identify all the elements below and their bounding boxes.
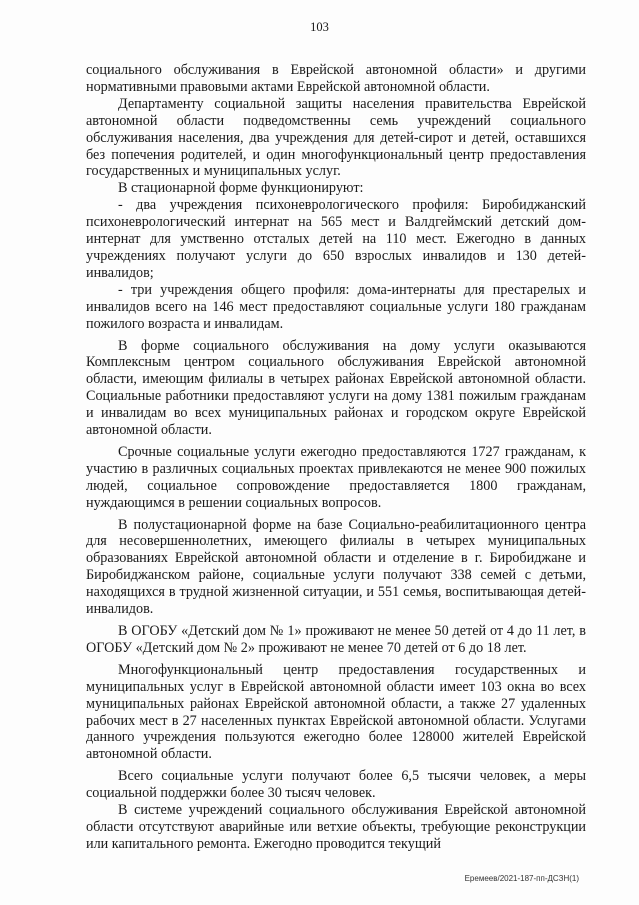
paragraph-orphanages: В ОГОБУ «Детский дом № 1» проживают не менее 50 детей от 4 до 11 лет, в ОГОБУ «Детский дом № 2» проживают не менее 70 детей от 6 до 18 лет. [86,623,586,656]
paragraph-urgent-services: Срочные социальные услуги ежегодно предоставляются 1727 гражданам, к участию в различных социальных проектах привлекаются не менее 900 пожилых людей, социальное сопровождение предоставляется 1800 гражданам, нуждающимся в решении социальных вопросов. [86,443,586,511]
paragraph-continuation: социального обслуживания в Еврейской автономной области» и другими нормативными правовыми актами Еврейской автономной области. [86,62,586,95]
paragraph-department: Департаменту социальной защиты населения правительства Еврейской автономной области подведомственны семь учреждений социального обслуживания населения, два учреждения для детей-сирот и детей, оставшихся без попечения родителей, и один многофункциональный центр предоставления государственных и муниципальных услуг. [86,95,586,180]
page-number: 103 [310,20,329,34]
document-body [86,62,586,853]
document-footer-code: Еремеев/2021-187-пп-ДСЗН(1) [464,874,579,883]
paragraph-general-profile-list-item: - три учреждения общего профиля: дома-интернаты для престарелых и инвалидов всего на 146 мест предоставляют социальные услуги 180 гражданам пожилого возраста и инвалидам. [86,281,586,332]
paragraph-psychoneuro-list-item: - два учреждения психоневрологического профиля: Биробиджанский психоневрологический интернат на 565 мест и Валдгеймский детский дом-интернат для умственно отсталых детей на 110 мест. Ежегодно в данных учреждениях получают услуги до 650 взрослых инвалидов и 130 детей-инвалидов; [86,197,586,281]
paragraph-facilities-condition: В системе учреждений социального обслуживания Еврейской автономной области отсутствуют аварийные или ветхие объекты, требующие реконструкции или капитального ремонта. Ежегодно проводится текущий [86,802,586,852]
paragraph-home-service: В форме социального обслуживания на дому услуги оказываются Комплексным центром социального обслуживания Еврейской автономной области, имеющим филиалы в четырех районах Еврейской автономной области. Социальные работники предоставляют услуги на дому 1381 пожилым гражданам и инвалидам во всех муниципальных районах и городском округе Еврейской автономной области. [86,337,586,439]
paragraph-totals: Всего социальные услуги получают более 6,5 тысячи человек, а меры социальной поддержки более 30 тысяч человек. [86,768,586,802]
paragraph-mfc: Многофункциональный центр предоставления государственных и муниципальных услуг в Еврейской автономной области имеет 103 окна во всех муниципальных районах Еврейской автономной области, а также 27 удаленных рабочих мест в 27 населенных пунктах Еврейской автономной области. Услугами данного учреждения пользуются ежегодно более 128000 жителей Еврейской автономной области. [86,661,586,763]
paragraph-semi-stationary: В полустационарной форме на базе Социально-реабилитационного центра для несовершеннолетних, имеющего филиалы в четырех муниципальных образованиях Еврейской автономной области и отделение в г. Биробиджане и Биробиджанском районе, социальные услуги получают 338 семей с детьми, находящихся в трудной жизненной ситуации, и 551 семья, воспитывающая детей-инвалидов. [86,516,586,618]
paragraph-stationary-intro: В стационарной форме функционируют: [118,180,364,197]
